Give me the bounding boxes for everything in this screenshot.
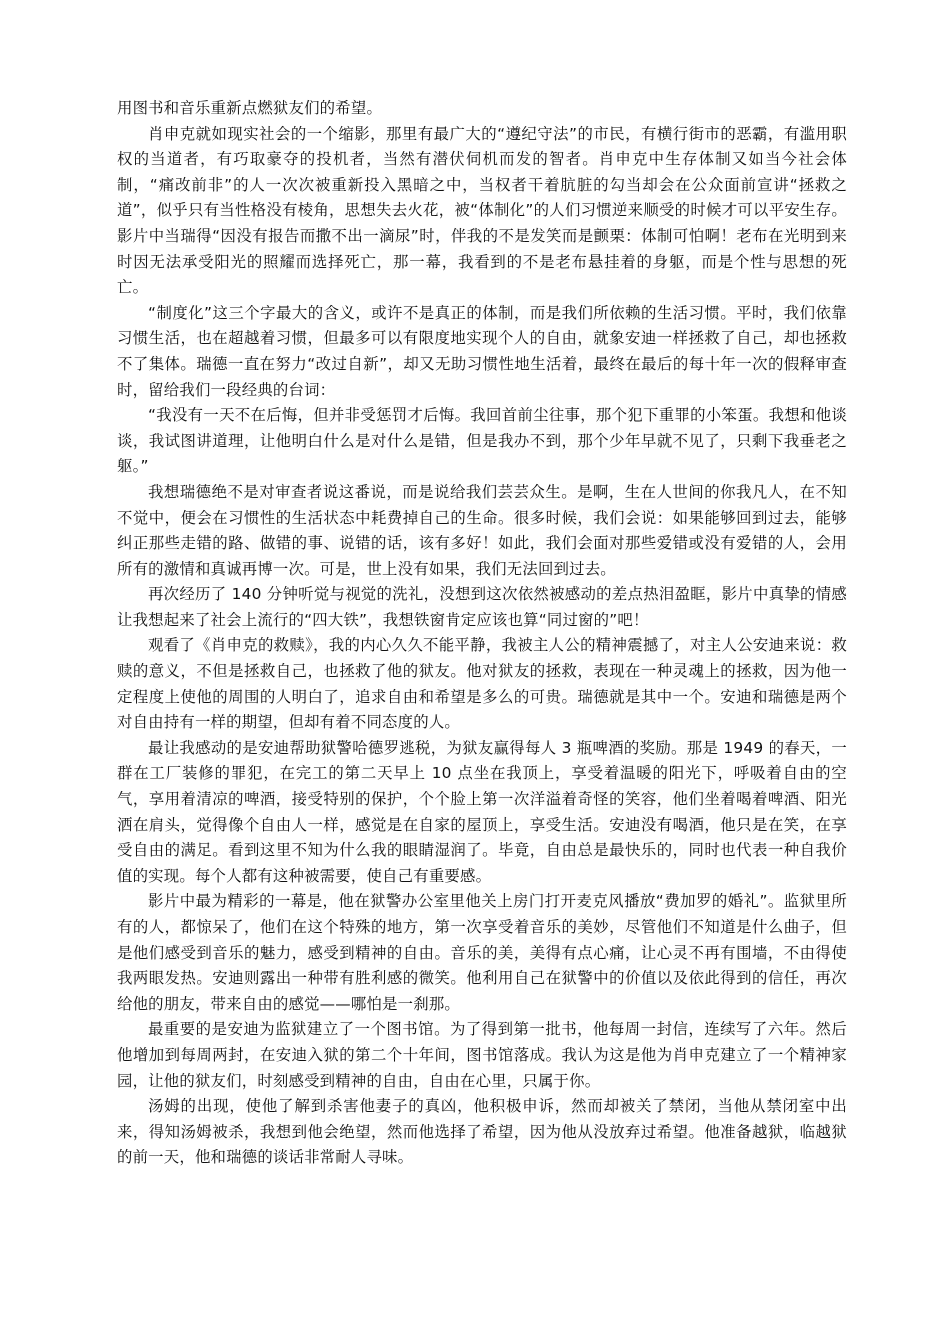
paragraph-6: 再次经历了 140 分钟听觉与视觉的洗礼，没想到这次依然被感动的差点热泪盈眶，影片中真挚的情感让我想起来了社会上流行的“四大铁”，我想铁窗肯定应该也算“同过窗的”吧！ xyxy=(117,585,847,629)
document-body xyxy=(117,96,847,1171)
paragraph-3: “制度化”这三个字最大的含义，或许不是真正的体制，而是我们所依赖的生活习惯。平时，我们依靠习惯生活，也在超越着习惯，但最多可以有限度地实现个人的自由，就象安迪一样拯救了自己，却也拯救不了集体。瑞德一直在努力“改过自新”，却又无助习惯性地生活着，最终在最后的每十年一次的假释审查时，留给我们一段经典的台词： xyxy=(117,303,847,399)
paragraph-5: 我想瑞德绝不是对审查者说这番说，而是说给我们芸芸众生。是啊，生在人世间的你我凡人，在不知不觉中，便会在习惯性的生活状态中耗费掉自己的生命。很多时候，我们会说：如果能够回到过去，能够纠正那些走错的路、做错的事、说错的话，该有多好！如此，我们会面对那些爱错或没有爱错的人，会用所有的激情和真诚再博一次。可是，世上没有如果，我们无法回到过去。 xyxy=(117,482,847,578)
paragraph-10: 最重要的是安迪为监狱建立了一个图书馆。为了得到第一批书，他每周一封信，连续写了六年。然后他增加到每周两封，在安迪入狱的第二个十年间，图书馆落成。我认为这是他为肖申克建立了一个精神家园，让他的狱友们，时刻感受到精神的自由，自由在心里，只属于你。 xyxy=(117,1020,847,1090)
paragraph-2: 肖申克就如现实社会的一个缩影，那里有最广大的“遵纪守法”的市民，有横行街市的恶霸，有滥用职权的当道者，有巧取豪夺的投机者，当然有潜伏伺机而发的智者。肖申克中生存体制又如当今社会体制，“痛改前非”的人一次次被重新投入黑暗之中，当权者干着肮脏的勾当却会在公众面前宣讲“拯救之道”，似乎只有当性格没有棱角，思想失去火花，被“体制化”的人们习惯逆来顺受的时候才可以平安生存。影片中当瑞得“因没有报告而撒不出一滴尿”时，伴我的不是发笑而是颤栗：体制可怕啊！老布在光明到来时因无法承受阳光的照耀而选择死亡，那一幕，我看到的不是老布悬挂着的身躯，而是个性与思想的死亡。 xyxy=(117,124,847,297)
paragraph-4-quote: “我没有一天不在后悔，但并非受惩罚才后悔。我回首前尘往事，那个犯下重罪的小笨蛋。我想和他谈谈，我试图讲道理，让他明白什么是对什么是错，但是我办不到，那个少年早就不见了，只剩下我垂老之躯。” xyxy=(117,406,847,476)
paragraph-7: 观看了《肖申克的救赎》，我的内心久久不能平静，我被主人公的精神震撼了，对主人公安迪来说：救赎的意义，不但是拯救自己，也拯救了他的狱友。他对狱友的拯救，表现在一种灵魂上的拯救，因为他一定程度上使他的周围的人明白了，追求自由和希望是多么的可贵。瑞德就是其中一个。安迪和瑞德是两个对自由持有一样的期望，但却有着不同态度的人。 xyxy=(117,636,847,732)
paragraph-8: 最让我感动的是安迪帮助狱警哈德罗逃税，为狱友赢得每人 3 瓶啤酒的奖励。那是 1949 的春天，一群在工厂装修的罪犯，在完工的第二天早上 10 点坐在我顶上，享受着温暖的阳光下，呼吸着自由的空气，享用着清凉的啤酒，接受特别的保护，个个脸上第一次洋溢着奇怪的笑容，他们坐着喝着啤酒、阳光洒在肩头，觉得像个自由人一样，感觉是在自家的屋顶上，享受生活。安迪没有喝酒，他只是在笑，在享受自由的满足。看到这里不知为什么我的眼睛湿润了。毕竟，自由总是最快乐的，同时也代表一种自我价值的实现。每个人都有这种被需要，使自己有重要感。 xyxy=(117,738,847,885)
paragraph-11: 汤姆的出现，使他了解到杀害他妻子的真凶，他积极申诉，然而却被关了禁闭，当他从禁闭室中出来，得知汤姆被杀，我想到他会绝望，然而他选择了希望，因为他从没放弃过希望。他准备越狱，临越狱的前一天，他和瑞德的谈话非常耐人寻味。 xyxy=(117,1097,847,1167)
paragraph-9: 影片中最为精彩的一幕是，他在狱警办公室里他关上房门打开麦克风播放“费加罗的婚礼”。监狱里所有的人，都惊呆了，他们在这个特殊的地方，第一次享受着音乐的美妙，尽管他们不知道是什么曲子，但是他们感受到音乐的魅力，感受到精神的自由。音乐的美，美得有点心痛，让心灵不再有围墙，不由得使我两眼发热。安迪则露出一种带有胜利感的微笑。他利用自己在狱警中的价值以及依此得到的信任，再次给他的朋友，带来自由的感觉——哪怕是一刹那。 xyxy=(117,892,847,1013)
paragraph-1: 用图书和音乐重新点燃狱友们的希望。 xyxy=(117,99,383,117)
